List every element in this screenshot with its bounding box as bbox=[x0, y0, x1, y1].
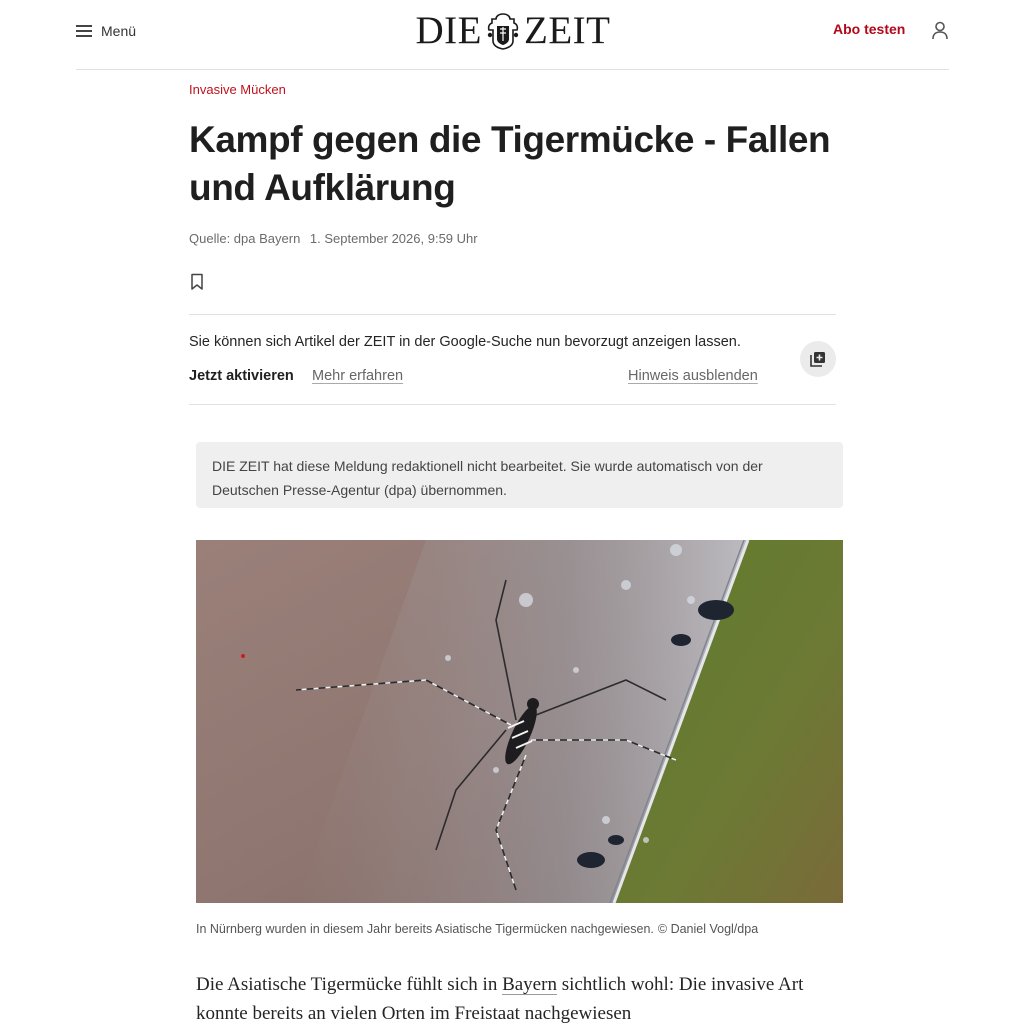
header-divider bbox=[76, 69, 949, 70]
menu-label: Menü bbox=[101, 23, 137, 39]
divider-top bbox=[189, 314, 836, 315]
caption-credit: © Daniel Vogl/dpa bbox=[657, 922, 759, 936]
paragraph-text-end: sichtlich wohl: Die invasive Art konnte bereits an vielen Orten im Freistaat nachgewiesen bbox=[196, 974, 804, 1024]
bookmark-icon[interactable] bbox=[190, 273, 204, 291]
dpa-notice: DIE ZEIT hat diese Meldung redaktionell nicht bearbeitet. Sie wurde automatisch von der Deutschen Presse-Agentur (dpa) übernommen. bbox=[196, 442, 843, 508]
logo-text-right: ZEIT bbox=[524, 9, 611, 52]
user-icon[interactable] bbox=[930, 20, 950, 42]
article-kicker[interactable]: Invasive Mücken bbox=[189, 82, 286, 97]
divider-bottom bbox=[189, 404, 836, 405]
site-header bbox=[0, 0, 1021, 70]
hide-notice-link[interactable]: Hinweis ausblenden bbox=[628, 368, 758, 384]
article-source: Quelle: dpa Bayern bbox=[189, 231, 301, 246]
google-pref-text: Sie können sich Artikel der ZEIT in der Google-Suche nun bevorzugt anzeigen lassen. bbox=[189, 334, 741, 350]
article-headline: Kampf gegen die Tigermücke - Fallen und Aufklärung bbox=[189, 119, 831, 208]
tiger-mosquito-photo bbox=[196, 540, 843, 903]
article-image[interactable] bbox=[196, 540, 843, 903]
image-caption bbox=[196, 922, 758, 936]
zeit-logo[interactable] bbox=[404, 10, 622, 52]
caption-text: In Nürnberg wurden in diesem Jahr bereits Asiatische Tigermücken nachgewiesen. bbox=[196, 922, 654, 936]
article-date: 1. September 2026, 9:59 Uhr bbox=[309, 231, 478, 246]
menu-button[interactable] bbox=[76, 20, 136, 42]
logo-crest-icon bbox=[484, 11, 522, 51]
learn-more-link[interactable]: Mehr erfahren bbox=[312, 368, 404, 384]
add-to-preferences-icon bbox=[809, 350, 827, 368]
activate-link[interactable]: Jetzt aktivieren bbox=[189, 368, 294, 384]
article-meta bbox=[189, 231, 478, 246]
paragraph-text-start: Die Asiatische Tigermücke fühlt sich in bbox=[196, 974, 503, 995]
article-paragraph bbox=[196, 970, 846, 1024]
hamburger-icon bbox=[76, 25, 92, 37]
abo-testen-link[interactable]: Abo testen bbox=[833, 21, 906, 37]
add-preference-button[interactable] bbox=[800, 341, 836, 377]
logo-text-left: DIE bbox=[415, 9, 482, 52]
bayern-link[interactable]: Bayern bbox=[502, 974, 557, 995]
